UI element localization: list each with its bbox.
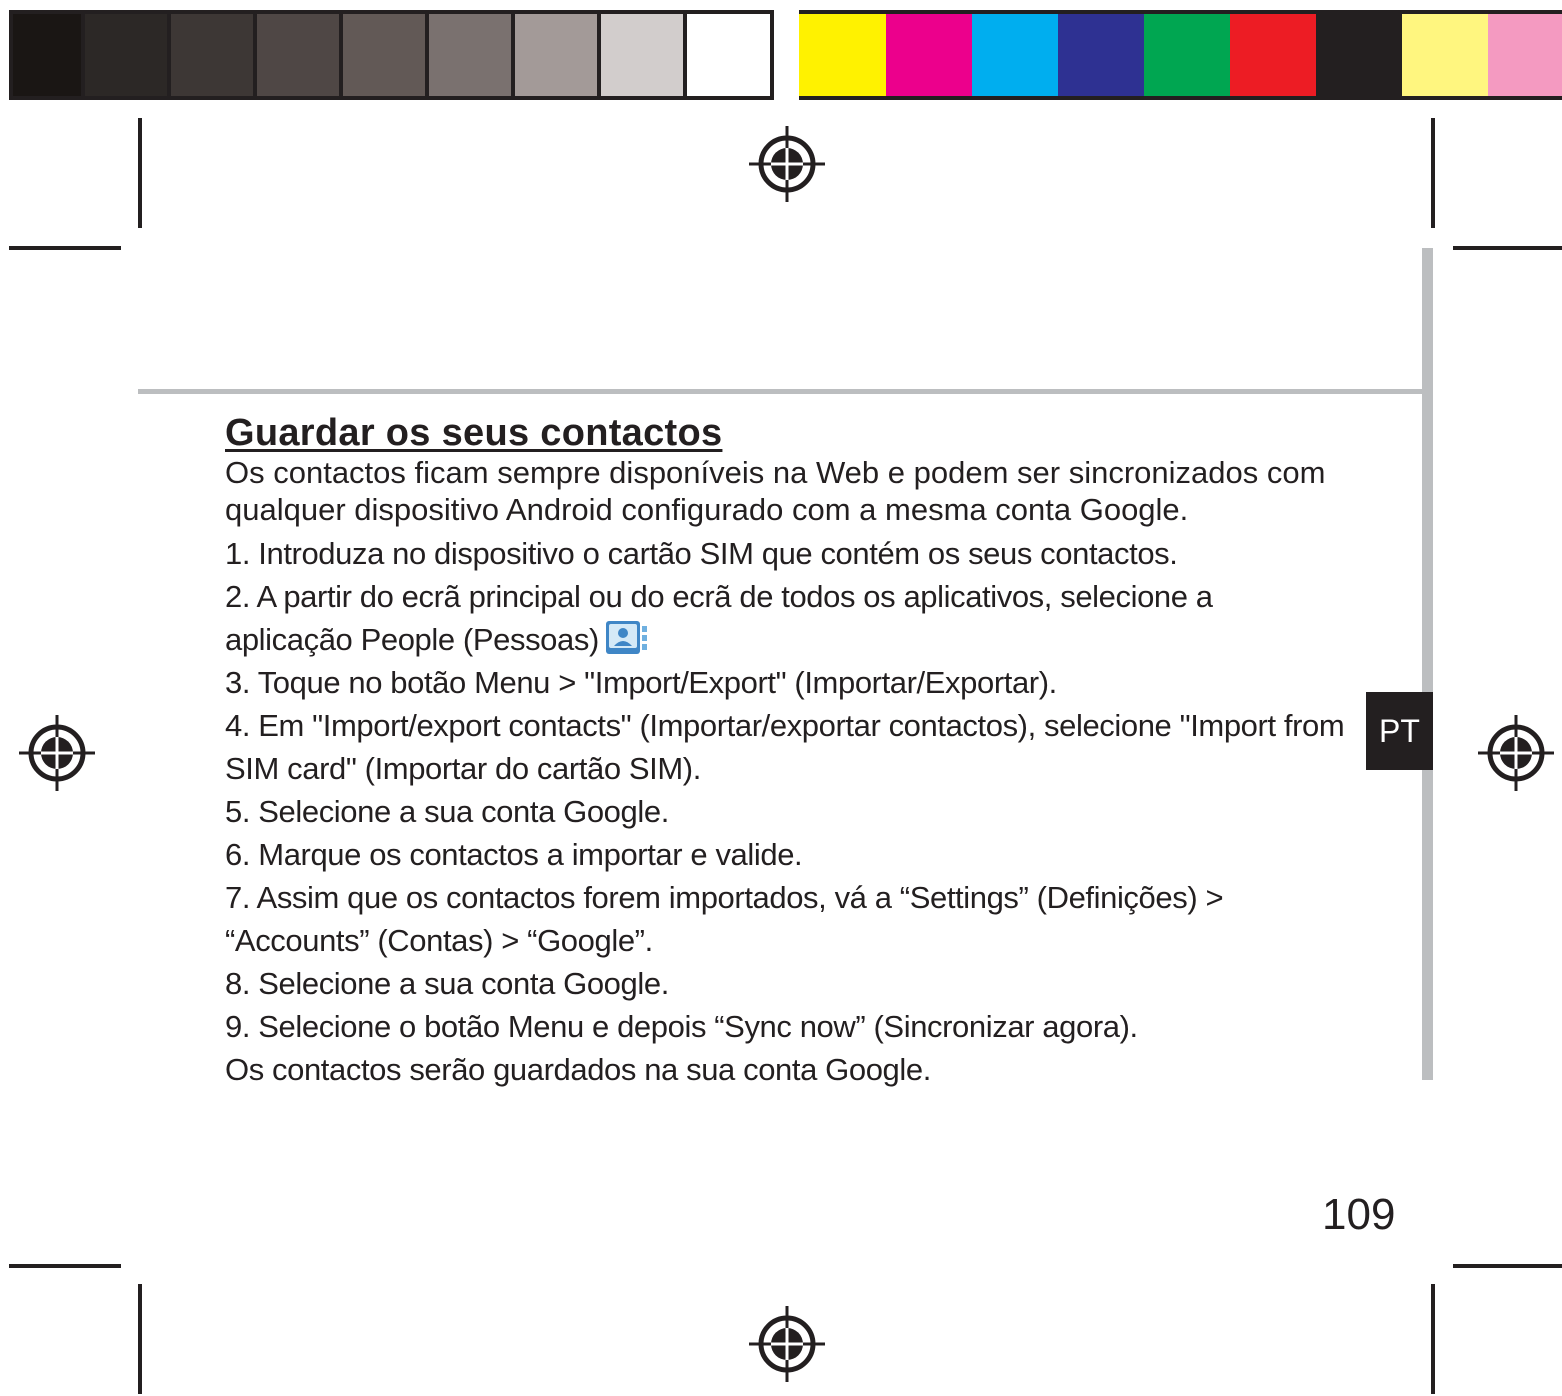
color-swatch [1316,10,1402,100]
contacts-app-icon [605,618,649,656]
color-swatch [972,10,1058,100]
registration-mark-icon [1476,713,1556,793]
color-calibration-bar [799,10,1562,100]
color-swatch [799,10,886,100]
section-outro: Os contactos serão guardados na sua conta Google. [225,1052,931,1087]
crop-mark [138,1284,142,1394]
step-item [225,575,1345,661]
page-number: 109 [1322,1190,1396,1239]
step-item: 8. Selecione a sua conta Google. [225,966,669,1001]
crop-mark [138,118,142,228]
color-swatch [886,10,972,100]
step-item: 9. Selecione o botão Menu e depois “Sync now” (Sincronizar agora). [225,1009,1138,1044]
crop-mark [1431,1284,1435,1394]
frame-side-rule [1422,248,1433,1080]
color-swatch [167,10,253,100]
crop-mark [1431,118,1435,228]
color-swatch [1230,10,1316,100]
color-swatch [511,10,597,100]
step-item: 4. Em "Import/export contacts" (Importar/exportar contactos), selecione "Import from SIM card" (Importar do cartão SIM). [225,708,1345,786]
color-swatch [425,10,511,100]
step-item: 3. Toque no botão Menu > "Import/Export" (Importar/Exportar). [225,665,1057,700]
color-swatch [1058,10,1144,100]
color-swatch [339,10,425,100]
steps-list [225,532,1345,1048]
step-item: 5. Selecione a sua conta Google. [225,794,669,829]
registration-mark-icon [747,124,827,204]
section-title: Guardar os seus contactos [225,412,723,454]
color-swatch [9,10,81,100]
registration-mark-icon [747,1304,827,1384]
section-intro: Os contactos ficam sempre disponíveis na Web e podem ser sincronizados com qualquer dispositivo Android configurado com a mesma conta Google. [225,455,1326,527]
color-swatch [253,10,339,100]
grey-calibration-bar [9,10,774,100]
color-swatch [597,10,683,100]
color-swatch [1488,10,1562,100]
language-tab: PT [1366,692,1433,770]
step-item: 6. Marque os contactos a importar e valide. [225,837,803,872]
crop-mark [9,246,121,250]
color-swatch [683,10,774,100]
step-item: 7. Assim que os contactos forem importados, vá a “Settings” (Definições) > “Accounts” (Contas) > “Google”. [225,880,1224,958]
color-swatch [1402,10,1488,100]
crop-mark [9,1264,121,1268]
frame-top-rule [138,389,1423,394]
section-content [225,412,1345,1091]
registration-mark-icon [17,713,97,793]
step-text: 2. A partir do ecrã principal ou do ecrã de todos os aplicativos, selecione a aplicação People (Pessoas) [225,579,1213,657]
color-swatch [1144,10,1230,100]
crop-mark [1453,246,1562,250]
step-item: 1. Introduza no dispositivo o cartão SIM que contém os seus contactos. [225,536,1178,571]
color-swatch [81,10,167,100]
crop-mark [1453,1264,1562,1268]
